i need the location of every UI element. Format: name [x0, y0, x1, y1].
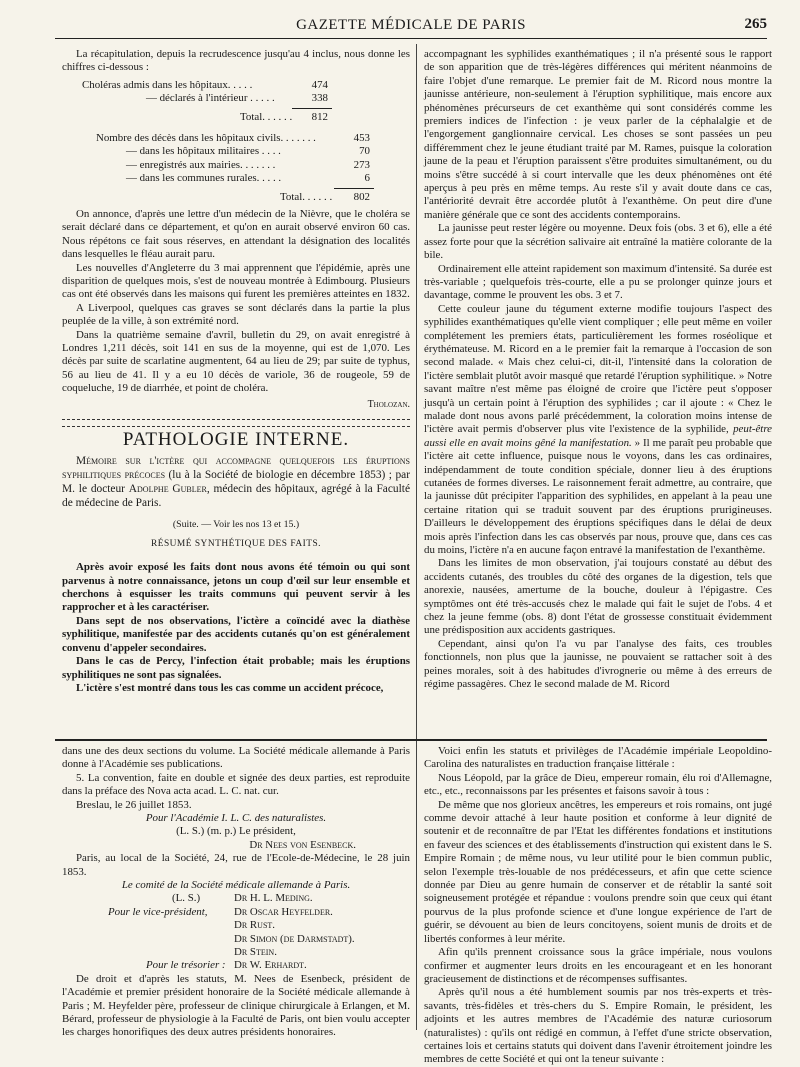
left-column-bottom — [62, 745, 410, 1039]
signature-name: Dr H. L. Meding. — [234, 892, 313, 905]
cholera-deaths-table — [62, 132, 410, 204]
paragraph: L'ictère s'est montré dans tous les cas comme un accident précoce, — [76, 681, 384, 694]
stats-total-row — [62, 191, 410, 204]
article-title: Mémoire sur l'ictère qui accompagne quelquefois les éruptions syphilitiques précoces — [62, 455, 410, 482]
total-label: Total. . . . . . — [280, 190, 333, 203]
signature-name: Dr Nees von Esenbeck. — [249, 838, 356, 851]
signature-name: Dr Rust. — [234, 919, 276, 932]
stats-total-row — [62, 111, 410, 124]
paragraph: De droit et d'après les statuts, M. Nees de Esenbeck, président de l'Académie et premier président honoraire de la Société médicale allemande à Paris ; M. Heyfelder père, professeur de clinique chirurgicale à Erlangen, et M. Bérard, professeur de physiologie à la Faculté de Paris, ont bien voulu accepter les charges honorifiques des deux autres présidents honoraires. — [62, 972, 410, 1039]
committee-signature — [62, 879, 410, 973]
paragraph: Dans le cas de Percy, l'infection était probable; mais les éruptions syphilitiques ne sont pas signalées. — [62, 655, 410, 681]
paragraph: Nous Léopold, par la grâce de Dieu, empereur romain, élu roi d'Allemagne, etc., etc., reconnaissons par les présentes et faisons savoir à tous : — [424, 771, 772, 798]
signature-row — [62, 919, 410, 932]
signature-row — [62, 906, 410, 919]
signature-role: Pour le vice-président, — [108, 905, 208, 918]
paragraph-text: Cette couleur jaune du tégument externe modifie toujours l'aspect des syphilides exanthématiques qu'elle vient compliquer ; elle peut même en voiler complétement les premiers états, particulièrement les formes roséolique et érythémateuse. M. Ricord en a le premier fait la remarque à l'occasion de son second malade. « Mais chez celui-ci, dit-il, l'intensité dans la coloration de l'ictère semblait plutôt avoir masqué que retardé l'éruption syphilitique. » Notre savant maître n'est même pas éloigné de croire que l'ictère peut s'opposer jusqu'à un certain point à l'éruption des syphilides ; car il ajoute : « Chez le malade dont nous avons parlé précédemment, la coloration moins intense de l'ictère avait permis d'observer plus vite l'existence de la syphilide, — [424, 302, 772, 436]
signature-name: Dr Oscar Heyfelder. — [234, 905, 333, 918]
paragraph: Ordinairement elle atteint rapidement son maximum d'intensité. Sa durée est très-variable ; quelquefois très-courte, elle a pu se prolonger quinze jours et davantage, comme le prouvent les obs. 3 et 7. — [424, 262, 772, 302]
stats-value: 6 — [364, 172, 370, 185]
paragraph: Voici enfin les statuts et privilèges de l'Académie impériale Leopoldino-Carolina des naturalistes en traduction française littérale : — [424, 745, 772, 771]
academy-signature — [62, 812, 410, 852]
paragraph-text: » Il me paraît peu probable que l'ictère ait cette influence, puisque nous le voyons, dans les cas ordinaires, indépendamment de toute condition spéciale, donner lieu à des éruptions cutanées de formes diverses. Le raisonnement ferait admettre, au contraire, que la jaunisse dût précipiter l'apparition des syphilides, en appelant à la peau une certaine ritation qui se traduit souvent par des éruptions prurigineuses. D'ailleurs le développement des éruptions spécifiques dans le délai de deux mois après l'infection dans les cas observés par nous, prouve que, dans ces cas du moins, l'ictère n'a en aucune façon entravé la manifestation de l'exanthème. — [424, 436, 772, 557]
signature-name: Dr W. Erhardt. — [234, 959, 307, 972]
paragraph: Après qu'il nous a été humblement soumis par nos très-experts et très-savants, très-fidèles et très-chers du S. Empire Romain, le président, les adjoints et les autres membres de l'Académie des naturæ curiosorum (naturalistes) : qu'ils ont rédigé en commun, à l'effet d'une stricte observation, certaines lois et certains statuts qui doivent dans l'avenir étroitement joindre les membres de cette Société et qui ont la teneur suivante : — [424, 986, 772, 1066]
stats-label: — déclarés à l'intérieur . . . . . — [146, 92, 275, 105]
header-rule — [55, 38, 767, 39]
paragraph: 5. La convention, faite en double et signée des deux parties, est reproduite dans la préface des Nova acta acad. L. C. nat. cur. — [62, 771, 410, 798]
stats-row — [62, 159, 410, 172]
paragraph: Breslau, le 26 juillet 1853. — [76, 798, 192, 811]
subsection-heading: RÉSUMÉ SYNTHÉTIQUE DES FAITS. — [150, 538, 322, 549]
stats-label: Choléras admis dans les hôpitaux. . . . . — [82, 78, 253, 91]
bold-paragraphs — [62, 561, 410, 695]
stats-value: 273 — [353, 158, 370, 171]
cholera-admissions-table — [62, 79, 410, 124]
paragraph: Paris, au local de la Société, 24, rue de l'Ecole-de-Médecine, le 28 juin 1853. — [62, 852, 410, 878]
stats-value: 474 — [311, 78, 328, 91]
right-column-top — [424, 48, 772, 756]
total-label: Total. . . . . . — [240, 110, 293, 123]
page-number: 265 — [744, 16, 767, 32]
paragraph: dans une des deux sections du volume. La Société médicale allemande à Paris donne à l'Académie ses publications. — [62, 745, 410, 771]
signature-heading: Le comité de la Société médicale allemande à Paris. — [121, 879, 351, 892]
paragraph: Après avoir exposé les faits dont nous avons été témoin ou qui sont parvenus à notre connaissance, jetons un coup d'œil sur leur ensemble et cherchons à esquisser les traits communs qui peuvent servir à les rapprocher et à les caractériser. — [62, 561, 410, 614]
signature-row — [62, 946, 410, 959]
stats-label: — dans les hôpitaux militaires . . . . — [126, 145, 281, 158]
signature-role: (L. S.) — [172, 892, 201, 905]
stats-value: 453 — [353, 131, 370, 144]
stats-row — [62, 145, 410, 158]
paragraph: A Liverpool, quelques cas graves se sont déclarés dans la partie la plus peuplée de la ville, à son extrémité nord. — [62, 301, 410, 328]
total-value: 812 — [311, 110, 328, 123]
signature-name: Dr Simon (de Darmstadt). — [234, 932, 355, 945]
signature-line: (L. S.) (m. p.) Le président, — [176, 825, 296, 838]
stats-row — [62, 79, 410, 92]
stats-row — [62, 132, 410, 145]
paragraph — [424, 303, 772, 558]
signature-row — [62, 959, 410, 972]
column-rule — [416, 44, 417, 1030]
signature-name: Dr Stein. — [234, 946, 277, 959]
stats-label: — enregistrés aux mairies. . . . . . . — [126, 158, 276, 171]
italic-quote: peut-être aussi elle en avait moins gêné la manifestation. — [424, 423, 772, 449]
stats-value: 338 — [311, 92, 328, 105]
signature-row — [62, 892, 410, 905]
paragraph: Les nouvelles d'Angleterre du 3 mai apprennent que l'épidémie, après une disparition de quelques mois, s'est de nouveau montrée à Edimbourg. Plusieurs cas ont été observés dans les maisons qui furent les premières atteintes en 1832. — [62, 261, 410, 301]
paragraph: Dans sept de nos observations, l'ictère a coïncidé avec la diathèse syphilitique, manifestée par des accidents cutanés qu'on est généralement convenu d'appeler secondaires. — [62, 614, 410, 654]
recap-intro: La récapitulation, depuis la recrudescence jusqu'au 4 inclus, nous donne les chiffres ci-dessous : — [62, 48, 410, 74]
left-column-top — [62, 48, 410, 756]
continuation-note: (Suite. — Voir les nos 13 et 15.) — [172, 519, 300, 531]
stats-label: Nombre des décès dans les hôpitaux civils. . . . . . . — [96, 131, 316, 144]
right-column-bottom — [424, 745, 772, 1066]
paragraph: On annonce, d'après une lettre d'un médecin de la Nièvre, que le choléra se serait déclaré dans ce département, et qu'on en aurait observé environ 60 cas. Nous répétons ce fait sous réserves, en attendant la désignation des localités dans lesquelles le fléau aurait paru. — [62, 207, 410, 261]
stats-row — [62, 172, 410, 185]
article-head-text: (lu à la Société de biologie en décembre 1853) ; par M. le docteur — [62, 469, 410, 496]
signature-row — [62, 933, 410, 946]
article-heading — [62, 454, 410, 510]
paragraph: De même que nos glorieux ancêtres, les empereurs et rois romains, ont jugé comme devoir attaché à leur haute position et conforme à leur dignité de soutenir et de reconnaître de par l'Etat les différentes fondations et institutions en faveur des sciences et des établissements d'instruction qui existent dans le S. Empire Romain ; de même nous, vu leur utilité pour le bien commun public, selon l'exemple très-louable de nos prédécesseurs, et afin que cette science donnée par Dieu au genre humain de conserver et de rétablir la santé soit soigneusement protégée et répandue : voulons prendre soin que ceux qui étant pourvus de la plus profonde science et d'une longue expérience de l'art de guérir, se dévouent au bien de leurs concitoyens, soient munis de droits et de libertés conformes à leur mérite. — [424, 798, 772, 945]
signature-role: Pour le trésorier : — [146, 959, 226, 972]
paragraph: Dans les limites de mon observation, j'ai toujours constaté au début des accidents cutanés, des troubles du côté des organes de la digestion, tels que anorexie, nausées, amertume de la bouche, douleur à l'épigastre. Ces symptômes ont été très-accusés chez le malade qui fait le sujet de l'obs. 4 et chez la jeune femme (obs. 8) dont l'état de grossesse constituait évidemment une prédisposition aux accidents gastriques. — [424, 557, 772, 637]
running-title: GAZETTE MÉDICALE DE PARIS — [296, 17, 526, 33]
article-author: Adolphe Gubler — [128, 483, 207, 496]
author-signature: Tholozan. — [367, 398, 410, 410]
page-header — [55, 14, 767, 38]
stats-row — [62, 92, 410, 105]
paragraph: accompagnant les syphilides exanthématiques ; il n'a présenté sous le rapport de son apparition que de très-légères différences qui méritent néanmoins de faire l'objet d'une remarque. Le premier fait de M. Ricord nous montre la jaunisse antérieure, non-seulement à l'éruption syphilitique, mais encore aux phénomènes précurseurs de cet exanthème qui sont considérés comme les premiers indices de l'infection : je veux parler de la céphalalgie et de l'engorgement ganglionnaire cervical. Les choses se sont passées un peu différemment chez le jeune étudiant traité par M. Rames, puisque la coloration jaune de la peau et l'éruption paraissent s'être produites simultanément, ou du moins s'être succédé à si court intervalle que les deux phénomènes ont été aperçus à peu près en même temps. Au reste s'il y avait doute dans ce cas, l'antériorité devrait être accordée plutôt à l'exanthème. On peut dire d'une manière générale que ce sont des accidents contemporains. — [424, 48, 772, 221]
total-value: 802 — [353, 190, 370, 203]
ornamental-rule — [62, 419, 410, 427]
paragraph: La jaunisse peut rester légère ou moyenne. Deux fois (obs. 3 et 6), elle a été assez forte pour que la sécrétion salivaire ait entraîné la matière colorante de la bile. — [424, 222, 772, 262]
stats-value: 70 — [359, 145, 370, 158]
signature-heading: Pour l'Académie I. L. C. des naturalistes. — [145, 812, 327, 825]
paragraph: Afin qu'ils prennent croissance sous la grâce impériale, nous voulons confirmer et augmenter leurs droits en les encourageant et en les honorant gracieusement de distinctions et de récompenses suffisantes. — [424, 946, 772, 985]
sum-rule — [334, 188, 374, 189]
sum-rule — [292, 108, 332, 109]
paragraph: Cependant, ainsi qu'on l'a vu par l'analyse des faits, ces troubles fonctionnels, non plus que la jaunisse, ne pouvaient se rattacher soit à des peines morales, soit à des habitudes d'ivrognerie ou même à des erreurs de régime passagères. Chez le second malade de M. Ricord — [424, 637, 772, 691]
section-title: PATHOLOGIE INTERNE. — [122, 429, 350, 451]
stats-label: — dans les communes rurales. . . . . — [126, 172, 282, 185]
article-head-tail: , médecin des hôpitaux, agrégé à la Faculté de médecine de Paris. — [62, 483, 410, 510]
paragraph: Dans la quatrième semaine d'avril, bulletin du 29, on avait enregistré à Londres 1,211 décès, soit 141 en sus de la moyenne, qui est de 1,070. Les décès par suite de scarlatine augmentent, 64 au lieu de 29; par suite de typhus, 56 au lieu de 41. Il y a eu 10 décès de variole, 36 de rougeole, 59 de coqueluche, 19 de diarrhée, et point de choléra. — [62, 328, 410, 395]
